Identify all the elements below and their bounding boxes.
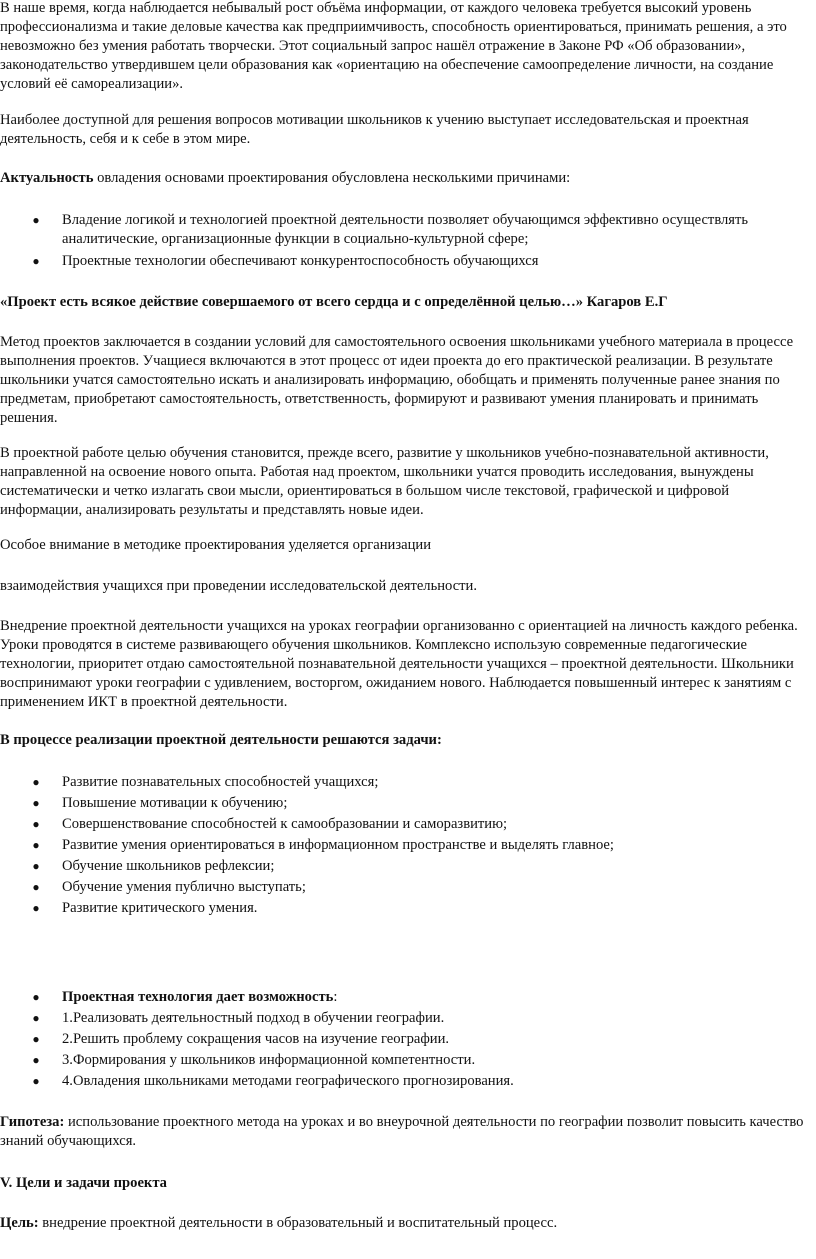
list-item: ● Развитие познавательных способностей учащихся; (0, 773, 810, 792)
possibilities-list (0, 988, 810, 1091)
bullet-icon: ● (32, 880, 40, 894)
method-paragraph-5: Внедрение проектной деятельности учащихся на уроках географии организованно с ориентацией на личность каждого ребенка. Уроки проводятся в системе развивающего обучения школьников. Комплексно использую современные педагогические технологии, приоритет отдаю самостоятельной познавательной деятельности учащихся – проектной деятельности. Школьники воспринимают уроки географии с удивлением, восторгом, ожиданием нового. Наблюдается повышенный интерес к занятиям с применением ИКТ в проектной деятельности. (0, 618, 798, 710)
list-item: ● Проектная технология дает возможность: (0, 988, 810, 1007)
list-item: ● Совершенствование способностей к самообразовании и саморазвитию; (0, 815, 810, 834)
list-item: ● Развитие критического умения. (0, 899, 810, 918)
goal-label: Цель: (0, 1215, 39, 1231)
bullet-icon: ● (32, 796, 40, 810)
section-heading: V. Цели и задачи проекта (0, 1175, 167, 1191)
goal-text: внедрение проектной деятельности в образовательный и воспитательный процесс. (38, 1215, 558, 1231)
list-item: ● Развитие умения ориентироваться в информационном пространстве и выделять главное; (0, 836, 810, 855)
goal-paragraph (0, 1214, 810, 1233)
relevance-list (0, 211, 810, 271)
tasks-list (0, 773, 810, 918)
list-item: ● Обучение умения публично выступать; (0, 878, 810, 897)
bullet-icon: ● (32, 1032, 40, 1046)
hypothesis-label: Гипотеза: (0, 1114, 65, 1130)
bullet-icon: ● (32, 859, 40, 873)
method-paragraph-2: В проектной работе целью обучения становится, прежде всего, развитие у школьников учебно-познавательной активности, направленной на освоение нового опыта. Работая над проектом, школьники учатся проводить исследования, вынуждены систематически и четко излагать свои мысли, ориентироваться в большом числе текстовой, графической и цифровой информации, анализировать результаты и представлять новые идеи. (0, 445, 769, 518)
intro-paragraph-2: Наиболее доступной для решения вопросов мотивации школьников к учению выступает исследовательская и проектная деятельность, себя и к себе в этом мире. (0, 112, 749, 147)
list-item: ● 3.Формирования у школьников информационной компетентности. (0, 1051, 810, 1070)
list-item: ● 2.Решить проблему сокращения часов на изучение географии. (0, 1030, 810, 1049)
intro-paragraph-1: В наше время, когда наблюдается небывалый рост объёма информации, от каждого человека требуется высокий уровень профессионализма и такие деловые качества как предприимчивость, способность ориентироваться, принимать решения, а это невозможно без умения работать творчески. Этот социальный запрос нашёл отражение в Законе РФ «Об образовании», законодательство утвердившем цели образования как «ориентацию на обеспечение самоопределение личности, на создание условий её самореализации». (0, 0, 787, 92)
bullet-icon: ● (32, 213, 40, 227)
quote: «Проект есть всякое действие совершаемого от всего сердца и с определённой целью…» Кагаров Е.Г (0, 294, 668, 310)
bullet-icon: ● (32, 1011, 40, 1025)
bullet-icon: ● (32, 817, 40, 831)
method-paragraph-3: Особое внимание в методике проектирования уделяется организации (0, 537, 431, 553)
list-item: ● 1.Реализовать деятельностный подход в обучении географии. (0, 1009, 810, 1028)
list-item: ● Обучение школьников рефлексии; (0, 857, 810, 876)
bullet-icon: ● (32, 775, 40, 789)
hypothesis-paragraph (0, 1113, 810, 1151)
bullet-icon: ● (32, 838, 40, 852)
relevance-paragraph (0, 169, 810, 188)
list-item: ● Проектные технологии обеспечивают конкурентоспособность обучающихся (0, 252, 810, 271)
bullet-icon: ● (32, 901, 40, 915)
relevance-label: Актуальность (0, 170, 94, 186)
method-paragraph-1: Метод проектов заключается в создании условий для самостоятельного освоения школьниками учебного материала в процессе выполнения проектов. Учащиеся включаются в этот процесс от идеи проекта до его практической реализации. В результате школьники учатся самостоятельно искать и анализировать информацию, обобщать и применять полученные ранее знания по предметам, приобретают самостоятельность, ответственность, формируют и развивают умения планировать и принимать решения. (0, 334, 794, 426)
relevance-text: овладения основами проектирования обусловлена несколькими причинами: (93, 170, 571, 186)
method-paragraph-4: взаимодействия учащихся при проведении исследовательской деятельности. (0, 578, 478, 594)
list-item: ● 4.Овладения школьниками методами географического прогнозирования. (0, 1072, 810, 1091)
bullet-icon: ● (32, 990, 40, 1004)
list-item: ● Владение логикой и технологией проектной деятельности позволяет обучающимся эффективно осуществлять аналитические, организационные функции в социально-культурной сфере; (0, 211, 810, 249)
hypothesis-text: использование проектного метода на уроках и во внеурочной деятельности по географии позволит повысить качество знаний обучающихся. (0, 1114, 804, 1149)
bullet-icon: ● (32, 1053, 40, 1067)
possibilities-heading: Проектная технология дает возможность (62, 989, 334, 1005)
bullet-icon: ● (32, 1074, 40, 1088)
bullet-icon: ● (32, 254, 40, 268)
tasks-heading: В процессе реализации проектной деятельности решаются задачи: (0, 732, 442, 748)
list-item: ● Повышение мотивации к обучению; (0, 794, 810, 813)
